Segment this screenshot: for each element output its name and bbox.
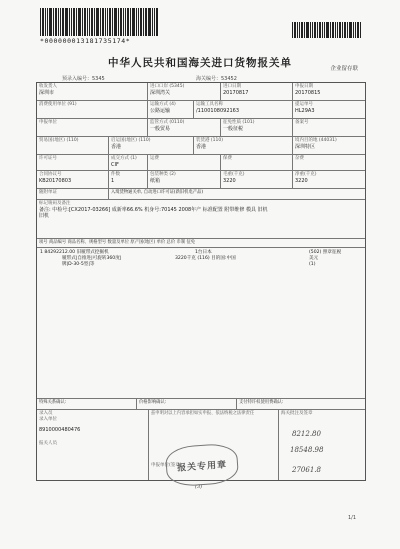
goods-qty-2: 1台日本 [195,250,212,255]
consignee-cell [37,83,148,100]
entry-person-label: 录入员 [39,411,53,416]
declare-date-cell [293,83,365,100]
trade-country-label: 贸易国(地区) (110) [39,138,79,143]
gross-weight-value: 3220 [223,178,236,184]
port-cell [148,83,221,100]
insurance-cell [221,155,293,170]
vehicle-cell [194,101,293,118]
goods-exemption: (1) [309,262,316,267]
origin-country-cell [109,137,194,154]
origin-country-value: 香港 [111,144,122,150]
contract-value: KB20170803 [39,178,72,184]
docs-cell [37,189,109,199]
marks-value-2: 旧机 [39,213,50,219]
net-weight-value: 3220 [295,178,308,184]
pack-type-cell [148,171,221,188]
insurance-label: 保费 [223,156,232,161]
marks-cell [37,200,365,238]
transport-cell [148,101,194,118]
consignee-value: 深圳市 [39,90,55,96]
license-no-cell [37,155,109,170]
consignee-label: 收发货人 [39,84,57,89]
declarer-label: 报关人员 [39,441,57,446]
tax-nature-value: 一般征税 [223,126,244,132]
goods-body-row [37,248,365,399]
barcode-right [292,22,362,38]
handwritten-amount-3: 27061.8 [292,466,321,474]
barcode-left [40,8,159,36]
import-date-label: 进口日期 [223,84,241,89]
loading-port-cell [194,137,293,154]
customs-review-label: 海关批注及签章 [281,411,313,416]
net-weight-cell [293,171,365,188]
customs-number: 海关编号：53452 [196,76,237,82]
grid-row-4 [37,137,365,155]
grid-row-6 [37,171,365,189]
grid-row-3 [37,119,365,137]
pack-type-value: 纸箱 [150,178,161,184]
contract-cell [37,171,109,188]
origin-country-label: 启运国(地区) (110) [111,138,151,143]
stamp-subnumber: (3) [195,484,203,490]
agent-cell [37,119,148,136]
entry-unit-label: 录入单位 [39,417,57,422]
grid-row-7 [37,189,365,200]
net-weight-label: 净重(千克) [295,172,317,177]
record-no-label: 备案号 [295,120,309,125]
trade-mode-value: 一般贸易 [150,126,171,132]
destination-value: 深圳特区 [295,144,316,150]
declare-date-label: 申报日期 [295,84,313,89]
trade-mode-label: 监管方式 (0110) [150,120,185,125]
consumer-cell [37,101,148,118]
misc-cell [293,155,365,170]
stamp-text: 报关专用章 [176,459,228,474]
goods-currency-2: 美元 [309,256,319,261]
goods-header-row [37,239,365,248]
royalty-confirm: 支付特许权使用费确认: [239,400,284,405]
special-relation: 特殊关系确认: [37,399,137,409]
bl-value: HL29A3 [295,108,315,114]
consumer-label: 消费使用单位 (91) [39,102,77,107]
grid-row-2 [37,101,365,119]
form-title: 中华人民共和国海关进口货物报关单 [108,57,292,69]
destination-label: 境内目的地 (44031) [295,138,337,143]
declaration-statement: 兹申明对以上内容承担如实申报、依法纳税之法律责任 [151,411,255,416]
grid-row-marks [37,200,365,239]
gross-weight-label: 毛重(千克) [223,172,245,177]
trade-mode-cell [148,119,221,136]
marks-label: 标记唛码及备注 [39,201,71,206]
page-number: 1/1 [347,515,356,521]
destination-cell [293,137,365,154]
grid-row-1 [37,83,365,101]
goods-line-3: 牌|D-30-5型|等 [62,262,95,268]
confirm-row [37,399,365,410]
contract-label: 合同协议号 [39,172,62,177]
docs-label: 随附单证 [39,190,57,195]
goods-body [37,248,365,398]
docs-value: 入境货物通关单, 自动进口许可证(新旧机电产品) [111,190,204,195]
tax-nature-cell [221,119,293,136]
grid-row-5 [37,155,365,171]
freight-cell [148,155,221,170]
goods-header: 项号 商品编号 商品名称、规格型号 数量及单位 原产国(地区) 单价 总价 币制 征免 [39,240,196,245]
license-no-label: 许可证号 [39,156,57,161]
goods-line-1: 1 84292212.00 旧履带式挖掘机 [40,250,109,255]
vehicle-value: /1100108092163 [196,108,240,114]
declare-date-value: 20170815 [295,90,321,96]
pack-type-label: 包装种类 (2) [150,172,176,177]
transport-value: 公路运输 [150,108,171,114]
bl-cell [293,101,365,118]
port-label: 进口口岸 (5345) [150,84,185,89]
port-value: 深圳湾关 [150,90,171,96]
barcode-number: *000000013181735174* [40,37,131,45]
goods-qty: 3220千克 (116) 目的国:中国 [175,256,236,261]
goods-currency: (502) 照章征税 [309,250,342,255]
freight-label: 运费 [150,156,159,161]
copy-label: 企业留存联 [330,66,358,72]
docs-value-cell [109,189,365,199]
entry-cell [37,410,149,480]
packages-value: 1 [111,178,115,184]
gross-weight-cell [221,171,293,188]
loading-port-label: 装货港 (110) [196,138,224,143]
terms-label: 成交方式 (1) [111,156,137,161]
goods-line-2: 履带式|自推进|可旋转360度| [62,256,122,262]
terms-value: CIF [111,162,119,168]
import-date-value: 20170817 [223,90,249,96]
preentry-number: 预录入编号：5345 [62,76,105,82]
handwritten-amount-1: 8212.80 [292,430,321,438]
tax-nature-label: 征免性质 (101) [223,120,255,125]
packages-label: 件数 [111,172,120,177]
record-no-cell [293,119,365,136]
import-date-cell [221,83,293,100]
trade-country-cell [37,137,109,154]
unit-seal-label: 申报单位(签章) [151,463,182,468]
declaration-grid [36,82,366,481]
agent-label: 申报单位 [39,120,57,125]
packages-cell [109,171,148,188]
price-influence: 价格影响确认: [137,399,237,409]
handwritten-amount-2: 18548.98 [290,446,324,454]
bl-label: 提运单号 [295,102,313,107]
transport-label: 运输方式 (4) [150,102,176,107]
misc-label: 杂费 [295,156,304,161]
entry-number: 8910000480476 [39,427,81,433]
vehicle-label: 运输工具名称 [196,102,223,107]
marks-value: 备注: 中检号:[CX2017-03266] 成新率66.6% 机身号:70145 2008年产 标准配置 附带维修 模具 旧机 [39,207,268,213]
loading-port-value: 香港 [196,144,207,150]
terms-cell [109,155,148,170]
